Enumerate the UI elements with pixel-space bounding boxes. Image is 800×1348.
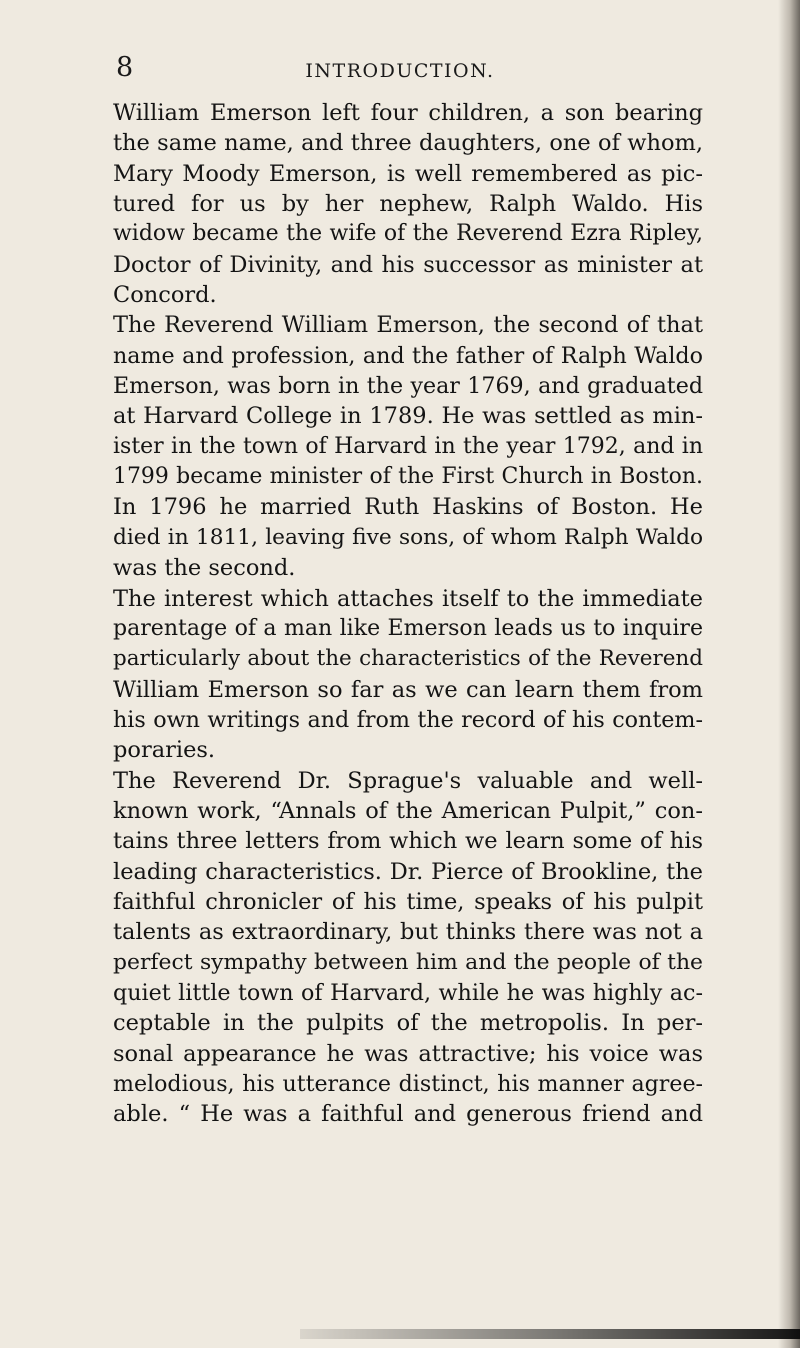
text-line: Emerson, was born in the year 1769, and graduated	[113, 373, 703, 400]
text-line: ister in the town of Harvard in the year 1792, and in	[113, 433, 703, 459]
text-line: quiet little town of Harvard, while he was highly ac-	[113, 979, 703, 1006]
text-line: The Reverend William Emerson, the second of that	[113, 312, 703, 339]
body-text	[113, 98, 703, 1130]
text-line: The interest which attaches itself to the immediate	[113, 585, 703, 612]
text-line: In 1796 he married Ruth Haskins of Boston. He	[113, 494, 703, 521]
text-line: known work, “Annals of the American Pulpit,” con-	[113, 797, 703, 824]
text-line: Concord.	[113, 282, 217, 309]
text-line: particularly about the characteristics of the Reverend	[113, 646, 703, 672]
text-line: sonal appearance he was attractive; his voice was	[113, 1040, 703, 1067]
binding-edge-shadow	[778, 0, 800, 1348]
text-line: William Emerson so far as we can learn them from	[113, 676, 703, 703]
text-line: ceptable in the pulpits of the metropolis. In per-	[113, 1010, 703, 1037]
text-line: Mary Moody Emerson, is well remembered as pic-	[113, 160, 703, 187]
text-line: died in 1811, leaving five sons, of whom Ralph Waldo	[113, 524, 703, 550]
text-line: tured for us by her nephew, Ralph Waldo. His	[113, 191, 703, 218]
text-line: The Reverend Dr. Sprague's valuable and well-	[113, 767, 703, 794]
text-line: 1799 became minister of the First Church in Boston.	[113, 464, 703, 490]
page-number: 8	[116, 52, 134, 83]
text-line: perfect sympathy between him and the people of the	[113, 949, 703, 975]
text-line: talents as extraordinary, but thinks there was not a	[113, 919, 703, 946]
text-line: parentage of a man like Emerson leads us to inquire	[113, 615, 703, 641]
text-line: Doctor of Divinity, and his successor as minister at	[113, 251, 703, 278]
text-line: the same name, and three daughters, one of whom,	[113, 130, 703, 157]
text-line: widow became the wife of the Reverend Ezra Ripley,	[113, 221, 703, 247]
text-line: able. “ He was a faithful and generous friend and	[113, 1101, 703, 1128]
text-line: name and profession, and the father of Ralph Waldo	[113, 342, 703, 369]
text-line: William Emerson left four children, a son bearing	[113, 100, 703, 126]
text-line: was the second.	[113, 555, 296, 582]
text-line: his own writings and from the record of his contem-	[113, 706, 703, 733]
page-bottom-edge	[300, 1329, 800, 1339]
text-line: tains three letters from which we learn some of his	[113, 828, 703, 855]
text-line: melodious, his utterance distinct, his manner agree-	[113, 1071, 703, 1097]
running-head: INTRODUCTION.	[305, 60, 495, 82]
text-line: leading characteristics. Dr. Pierce of Brookline, the	[113, 858, 703, 885]
text-line: faithful chronicler of his time, speaks of his pulpit	[113, 888, 703, 915]
text-line: at Harvard College in 1789. He was settled as min-	[113, 403, 703, 430]
text-line: poraries.	[113, 737, 216, 764]
